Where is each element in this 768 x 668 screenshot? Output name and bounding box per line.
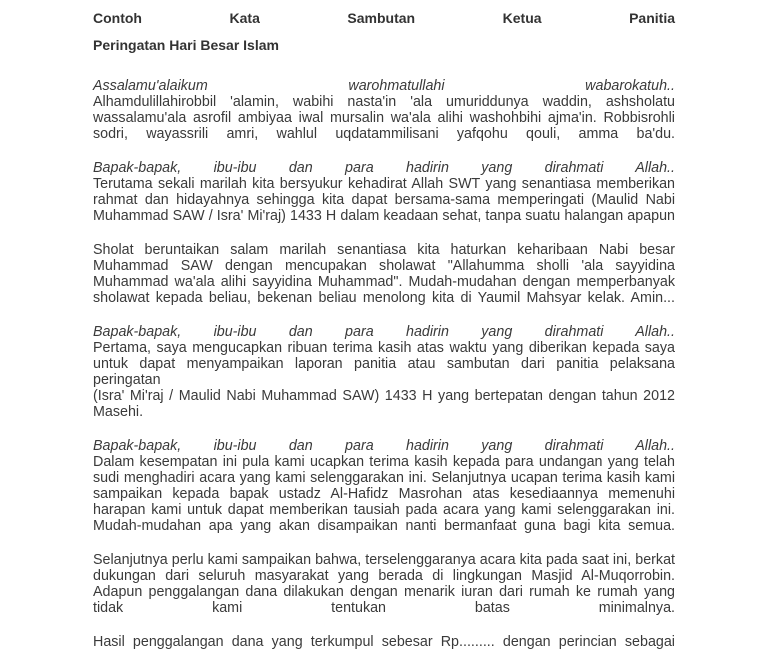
text-line: Muhammad wa'ala alihi sayyidina Muhammad". Mudah-mudahan dengan memperbanyak bbox=[93, 274, 675, 290]
text-line: Muhammad SAW / Isra' Mi'raj) 1433 H dalam keadaan sehat, tanpa suatu halangan apapun bbox=[93, 208, 675, 224]
document-title bbox=[93, 10, 675, 53]
text-line: sudi menghadiri acara yang kami selenggarakan ini. Selanjutnya ucapan terima kasih kami bbox=[93, 470, 675, 486]
paragraph bbox=[93, 324, 675, 420]
text-line: Terutama sekali marilah kita bersyukur kehadirat Allah SWT yang senantiasa memberikan bbox=[93, 176, 675, 192]
paragraph bbox=[93, 160, 675, 224]
paragraph bbox=[93, 634, 675, 650]
text-line: sholawat kepada beliau, bekenan beliau menolong kita di Yaumil Mahsyar kelak. Amin... bbox=[93, 290, 675, 306]
text-line: Dalam kesempatan ini pula kami ucapkan terima kasih kepada para undangan yang telah bbox=[93, 454, 675, 470]
text-line: Sholat beruntaikan salam marilah senantiasa kita haturkan keharibaan Nabi besar bbox=[93, 242, 675, 258]
text-line: tidak kami tentukan batas minimalnya. bbox=[93, 600, 675, 616]
text-line: sodri, wayassrili amri, wahlul uqdatammilisani yafqohu qouli, amma ba'du. bbox=[93, 126, 675, 142]
text-line: Alhamdulillahirobbil 'alamin, wabihi nasta'in 'ala umuriddunya waddin, ashsholatu bbox=[93, 94, 675, 110]
greeting-line: Bapak-bapak, ibu-ibu dan para hadirin yang dirahmati Allah.. bbox=[93, 160, 675, 176]
text-line: dukungan dari seluruh masyarakat yang berada di lingkungan Masjid Al-Muqorrobin. bbox=[93, 568, 675, 584]
title-line: Contoh Kata Sambutan Ketua Panitia bbox=[93, 10, 675, 26]
text-line: wassalamu'ala asrofil ambiyaa iwal mursalin wa'ala alihi washohbihi ajma'in. Robbisrohli bbox=[93, 110, 675, 126]
text-line: Selanjutnya perlu kami sampaikan bahwa, terselenggaranya acara kita pada saat ini, berkat bbox=[93, 552, 675, 568]
text-line: Mudah-mudahan apa yang akan disampaikan nanti bermanfaat guna bagi kita semua. bbox=[93, 518, 675, 534]
text-line: Adapun penggalangan dana dilakukan dengan menarik iuran dari rumah ke rumah yang bbox=[93, 584, 675, 600]
paragraph bbox=[93, 438, 675, 534]
greeting-line: Bapak-bapak, ibu-ibu dan para hadirin yang dirahmati Allah.. bbox=[93, 324, 675, 340]
text-line: Hasil penggalangan dana yang terkumpul sebesar Rp......... dengan perincian sebagai bbox=[93, 634, 675, 650]
subtitle-line: Peringatan Hari Besar Islam bbox=[93, 37, 279, 53]
text-line: (Isra' Mi'raj / Maulid Nabi Muhammad SAW) 1433 H yang bertepatan dengan tahun 2012 bbox=[93, 388, 675, 404]
text-line: sampaikan kepada bapak ustadz Al-Hafidz Masrohan atas kesediaannya memenuhi bbox=[93, 486, 675, 502]
text-line: Pertama, saya mengucapkan ribuan terima kasih atas waktu yang diberikan kepada saya bbox=[93, 340, 675, 356]
greeting-line: Bapak-bapak, ibu-ibu dan para hadirin yang dirahmati Allah.. bbox=[93, 438, 675, 454]
text-line: untuk dapat menyampaikan laporan panitia atau sambutan dari panitia pelaksana peringatan bbox=[93, 356, 675, 388]
paragraph bbox=[93, 552, 675, 616]
document-body bbox=[93, 78, 675, 650]
document-page bbox=[93, 10, 675, 668]
paragraph bbox=[93, 242, 675, 306]
text-line: rahmat dan hidayahnya sehingga kita dapat bersama-sama memperingati (Maulid Nabi bbox=[93, 192, 675, 208]
greeting-line: Assalamu'alaikum warohmatullahi wabarokatuh.. bbox=[93, 78, 675, 94]
text-line: harapan kami untuk dapat memberikan tausiah pada acara yang kami selenggarakan ini. bbox=[93, 502, 675, 518]
paragraph bbox=[93, 78, 675, 142]
text-line: Masehi. bbox=[93, 404, 144, 420]
text-line: Muhammad SAW dengan mencupakan sholawat "Allahumma sholli 'ala sayyidina bbox=[93, 258, 675, 274]
